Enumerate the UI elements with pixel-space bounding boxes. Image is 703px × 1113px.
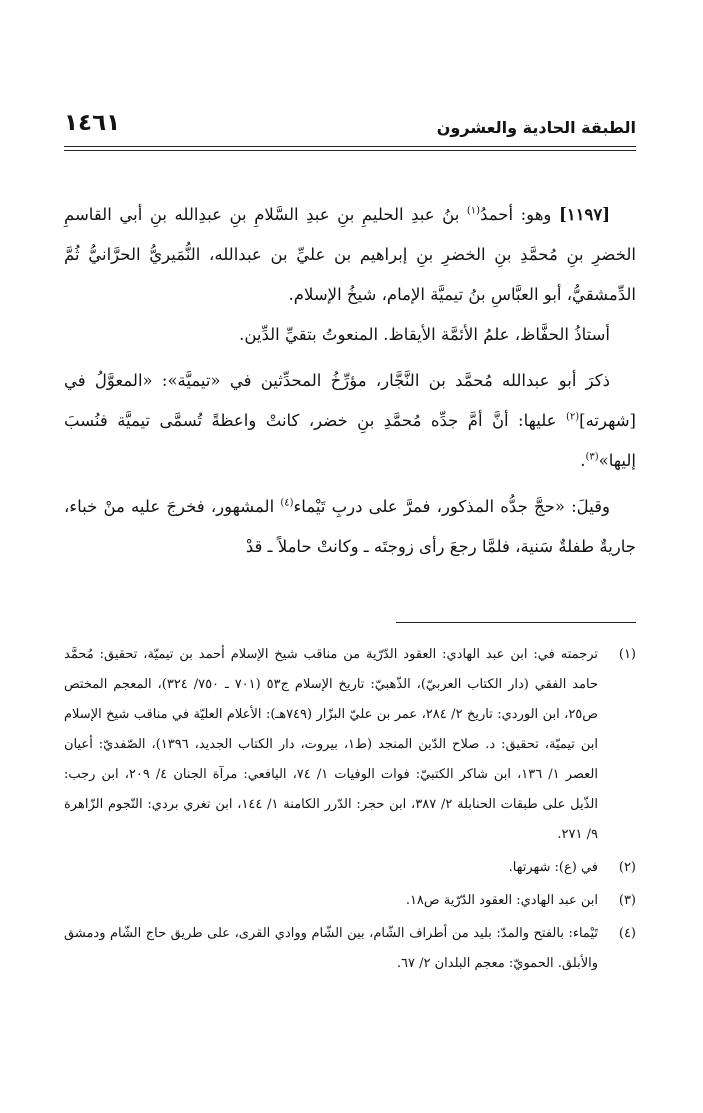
paragraph-2: أستاذُ الحفَّاظ، علمُ الأئمَّة الأيقاظ. المنعوتُ بتقيِّ الدِّين. [239, 325, 610, 344]
footnote-number: (٤) [618, 926, 636, 941]
footnote-text: ترجمته في: ابن عبد الهادي: العقود الدّرّية من مناقب شيخ الإسلام أحمد بن تيميّة، تحقيق: مُحمَّد حامد الفقي (دار الكتاب العربيّ)، الذّهبيّ: تاريخ الإسلام ج٥٣ (٧٠١ ـ ٧٥٠/ ٣٢٤)، المعجم المختص ص٢٥، ابن الوردي: تاريخ ٢/ ٢٨٤، عمر بن عليّ البزّار (٧٤٩هـ): الأعلام العليّة في مناقب شيخ الإسلام ابن تيميّة، تحقيق: د. صلاح الدّين المنجد (ط١، بيروت، دار الكتاب الجديد، ١٣٩٦)، الصّفديّ: أعيان العصر ١/ ١٣٦، ابن شاكر الكتبيّ: فوات الوفيات ١/ ٧٤، اليافعي: مرآة الجنان ٤/ ٢٠٩، ابن رجب: الذّيل على طبقات الحنابلة ٢/ ٣٨٧، ابن حجر: الدّرر الكامنة ١/ ١٤٤، ابن تغري بردي: النّجوم الزّاهرة ٩/ ٢٧١. [64, 647, 599, 842]
footnote-text: ابن عبد الهادي: العقود الدّرّية ص١٨. [405, 893, 598, 908]
footnote-ref-4: (٤) [280, 497, 294, 509]
footnote-text: تَيْماء: بالفتح والمدّ: بليد من أطراف الشّام، بين الشّام ووادي القرى، على طريق حاج الشّام ودمشق والأبلق. الحمويّ: معجم البلدان ٢/ ٦٧. [64, 926, 598, 971]
page-number: ١٤٦١ [64, 110, 121, 136]
main-text [64, 195, 636, 567]
header-rule [64, 146, 636, 147]
footnote-separator [396, 622, 636, 623]
paragraph-3-part-b: عليها: أنَّ أمَّ جدِّه مُحمَّدِ بنِ خضر، كانتْ واعظةً تُسمَّى تيميَّة فنُسبَ إليها» [64, 411, 636, 470]
paragraph-4 [64, 487, 636, 567]
footnote-ref-2: (٢) [565, 411, 580, 423]
footnote-ref-3: (٣) [585, 451, 599, 463]
running-title: الطبقة الحادية والعشرون [436, 118, 636, 137]
entry-intro: وهو: أحمدُ [480, 205, 552, 224]
paragraph-1 [64, 195, 636, 315]
footnote-2 [64, 853, 636, 883]
footnote-1 [64, 640, 636, 850]
footnote-number: (٣) [618, 893, 636, 908]
footnotes [64, 640, 636, 982]
footnote-number: (٢) [618, 860, 636, 875]
footnote-4 [64, 919, 636, 979]
paragraph-4-part-b: المشهور، فخرجَ عليه منْ خباء، جاريةٌ طفلةٌ سَنية، فلمَّا رجعَ رأى زوجتَه ـ وكانتْ حاملاً ـ قدْ [64, 497, 636, 556]
paragraph-3 [64, 361, 636, 481]
footnote-3 [64, 886, 636, 916]
paragraph-1-text: بنُ عبدِ الحليمِ بنِ عبدِ السَّلامِ بنِ عبدِالله بنِ أبي القاسمِ الخضرِ بنِ مُحمَّدِ بنِ الخضرِ بنِ إبراهيم بن عليِّ بن عبدالله، النُّمَيريُّ الحرَّانيُّ ثُمَّ الدِّمشقيُّ، أبو العبَّاسِ بنُ تيميَّة الإمام، شيخُ الإسلام. [64, 205, 636, 304]
page-header [64, 108, 636, 144]
paragraph-4-part-a: وقيلَ: «حجَّ جدُّه المذكور، فمرَّ على دربِ تَيْماء [293, 497, 610, 516]
footnote-ref-1: (١) [466, 205, 481, 217]
footnote-text: في (ع): شهرتها. [508, 860, 598, 875]
entry-number: [١١٩٧] [558, 205, 611, 224]
paragraph-3-end: . [580, 451, 586, 470]
paragraph-3-part-a: ذكرَ أبو عبدالله مُحمَّد بن النَّجَّار، مؤرِّخُ المحدِّثين في «تيميَّة»: «المعوَّلُ في [شهرته] [64, 371, 636, 430]
footnote-number: (١) [618, 647, 636, 662]
header-rule-thin [64, 150, 636, 151]
